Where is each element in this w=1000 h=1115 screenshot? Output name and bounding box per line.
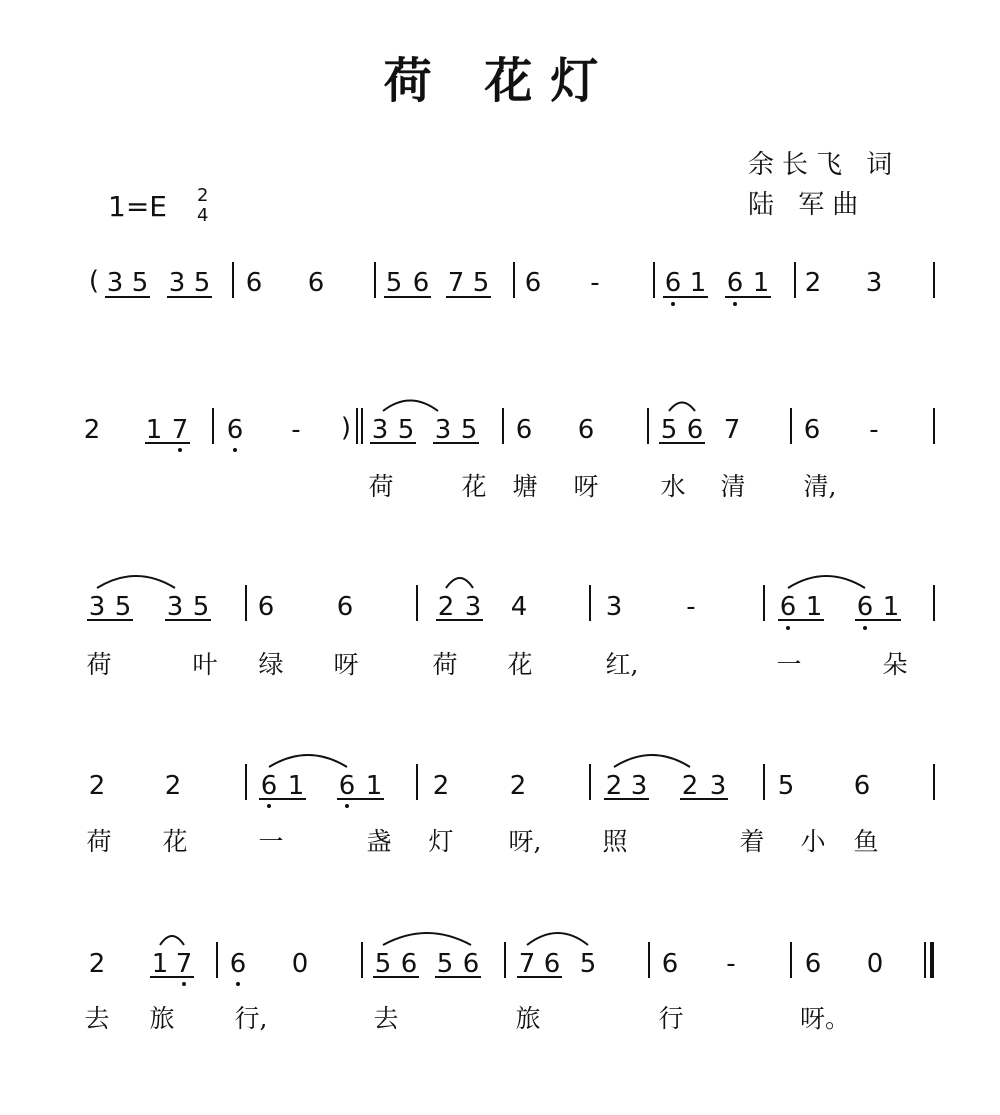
note: 5 [579, 949, 597, 979]
lyric: 花 [507, 650, 533, 679]
note: 3 [168, 268, 186, 298]
note: 6 [515, 415, 533, 445]
note: 6 [779, 592, 797, 622]
note: 5 [460, 415, 478, 445]
note: 5 [114, 592, 132, 622]
note: 3 [865, 268, 883, 298]
time-signature-bottom: 4 [197, 205, 209, 226]
composer-credit: 陆 军曲 [748, 190, 867, 220]
note: 5 [660, 415, 678, 445]
note: 2 [88, 949, 106, 979]
note: 6 [524, 268, 542, 298]
note: 6 [726, 268, 744, 298]
lyric: 灯 [428, 827, 454, 856]
octave-dots-row-4 [267, 804, 349, 808]
lyric: 小 [800, 827, 826, 856]
note: 1 [689, 268, 707, 298]
lyric: 旅 [149, 1004, 175, 1033]
octave-dot [267, 804, 271, 808]
lyric: 去 [373, 1004, 399, 1033]
note: 1 [805, 592, 823, 622]
note: 6 [577, 415, 595, 445]
note: 6 [664, 268, 682, 298]
note: 1 [151, 949, 169, 979]
note: 2 [681, 771, 699, 801]
note: 5 [397, 415, 415, 445]
note: 6 [856, 592, 874, 622]
note: 2 [88, 771, 106, 801]
note: 6 [307, 268, 325, 298]
note: 6 [804, 949, 822, 979]
lyric: 照 [602, 827, 628, 856]
lyric: 荷 [368, 472, 394, 501]
lyric: 鱼 [853, 827, 879, 856]
barlines-row-1 [233, 262, 934, 298]
lyric: 呀。 [799, 1004, 851, 1033]
slurs-row-5 [160, 933, 588, 945]
close-paren: ) [340, 413, 352, 443]
octave-dots-row-5 [182, 982, 240, 986]
note: 6 [229, 949, 247, 979]
dash: - [869, 415, 879, 445]
note: 1 [752, 268, 770, 298]
lyric: 呀 [333, 650, 359, 679]
note: 6 [686, 415, 704, 445]
note: 6 [336, 592, 354, 622]
note: 5 [192, 592, 210, 622]
note: 5 [385, 268, 403, 298]
lyric: 清 [720, 472, 746, 501]
octave-dot [863, 626, 867, 630]
note: 5 [131, 268, 149, 298]
note: 7 [175, 949, 193, 979]
lyric: 朵 [882, 650, 908, 679]
note: 3 [630, 771, 648, 801]
song-title: 荷 花灯 [383, 53, 617, 109]
octave-dots-row-3 [786, 626, 867, 630]
octave-dot [236, 982, 240, 986]
note: 2 [509, 771, 527, 801]
lyric: 去 [84, 1004, 110, 1033]
octave-dot [182, 982, 186, 986]
lyric: 花 [162, 827, 188, 856]
note: 7 [518, 949, 536, 979]
slur [669, 403, 695, 412]
lyric: 红, [605, 650, 639, 679]
slur [446, 578, 473, 588]
note: 2 [164, 771, 182, 801]
slur [97, 576, 175, 588]
octave-dots-row-1 [671, 302, 737, 306]
note: 6 [245, 268, 263, 298]
note: 6 [661, 949, 679, 979]
note: 2 [437, 592, 455, 622]
note: 6 [853, 771, 871, 801]
octave-dot [178, 448, 182, 452]
note: 0 [291, 949, 309, 979]
octave-dot [345, 804, 349, 808]
barlines-row-4 [246, 764, 934, 800]
note: 2 [432, 771, 450, 801]
note: 7 [447, 268, 465, 298]
note: 3 [106, 268, 124, 298]
note: 2 [804, 268, 822, 298]
open-paren: ( [88, 266, 100, 296]
note: 6 [226, 415, 244, 445]
octave-dot [233, 448, 237, 452]
note: 3 [434, 415, 452, 445]
note: 1 [365, 771, 383, 801]
lyric: 旅 [515, 1004, 541, 1033]
slurs-row-4 [269, 755, 690, 767]
note: 3 [166, 592, 184, 622]
lyric: 花 [461, 472, 487, 501]
note: 7 [171, 415, 189, 445]
lyric: 塘 [512, 472, 538, 501]
barlines-row-2 [213, 408, 934, 444]
lyric: 荷 [86, 650, 112, 679]
lyric: 叶 [192, 650, 218, 679]
note: 6 [400, 949, 418, 979]
note: 5 [777, 771, 795, 801]
lyric: 一 [258, 827, 284, 856]
note: 5 [436, 949, 454, 979]
note: 1 [287, 771, 305, 801]
note: 1 [882, 592, 900, 622]
note: 6 [257, 592, 275, 622]
slur [383, 933, 471, 945]
slur [614, 755, 690, 767]
lyric: 水 [660, 472, 686, 501]
slur [788, 576, 865, 588]
note: 3 [605, 592, 623, 622]
barlines-row-3 [246, 585, 934, 621]
lyric: 清, [803, 472, 837, 501]
octave-dot [786, 626, 790, 630]
lyric: 着 [739, 827, 765, 856]
lyric: 呀, [508, 827, 542, 856]
time-signature-top: 2 [197, 185, 209, 206]
note: 6 [412, 268, 430, 298]
barlines-row-5 [217, 942, 932, 978]
lyric: 行 [658, 1004, 684, 1033]
note: 6 [462, 949, 480, 979]
dash: - [590, 268, 600, 298]
slur [269, 755, 347, 767]
lyric: 一 [776, 650, 802, 679]
dash: - [686, 592, 696, 622]
note: 5 [374, 949, 392, 979]
note: 4 [510, 592, 528, 622]
note: 1 [145, 415, 163, 445]
note: 3 [709, 771, 727, 801]
note: 0 [866, 949, 884, 979]
note: 6 [543, 949, 561, 979]
note: 2 [605, 771, 623, 801]
key-signature: 1=E [108, 190, 167, 223]
lyric: 行, [234, 1004, 268, 1033]
octave-dots-row-2 [178, 448, 237, 452]
lyric: 荷 [86, 827, 112, 856]
note: 3 [371, 415, 389, 445]
note: 6 [803, 415, 821, 445]
note: 6 [338, 771, 356, 801]
slurs-row-3 [97, 576, 865, 588]
lyric: 呀 [573, 472, 599, 501]
lyric: 盏 [366, 827, 392, 856]
note: 7 [723, 415, 741, 445]
note: 3 [88, 592, 106, 622]
slur [383, 401, 438, 412]
octave-dot [733, 302, 737, 306]
dash: - [291, 415, 301, 445]
lyricist-credit: 余长飞 词 [748, 150, 901, 180]
octave-dot [671, 302, 675, 306]
dash: - [726, 949, 736, 979]
note: 2 [83, 415, 101, 445]
note: 5 [193, 268, 211, 298]
note: 5 [472, 268, 490, 298]
slur [160, 936, 184, 945]
slur [527, 933, 588, 945]
note: 3 [464, 592, 482, 622]
lyric: 绿 [258, 650, 284, 679]
note: 6 [260, 771, 278, 801]
lyric: 荷 [432, 650, 458, 679]
